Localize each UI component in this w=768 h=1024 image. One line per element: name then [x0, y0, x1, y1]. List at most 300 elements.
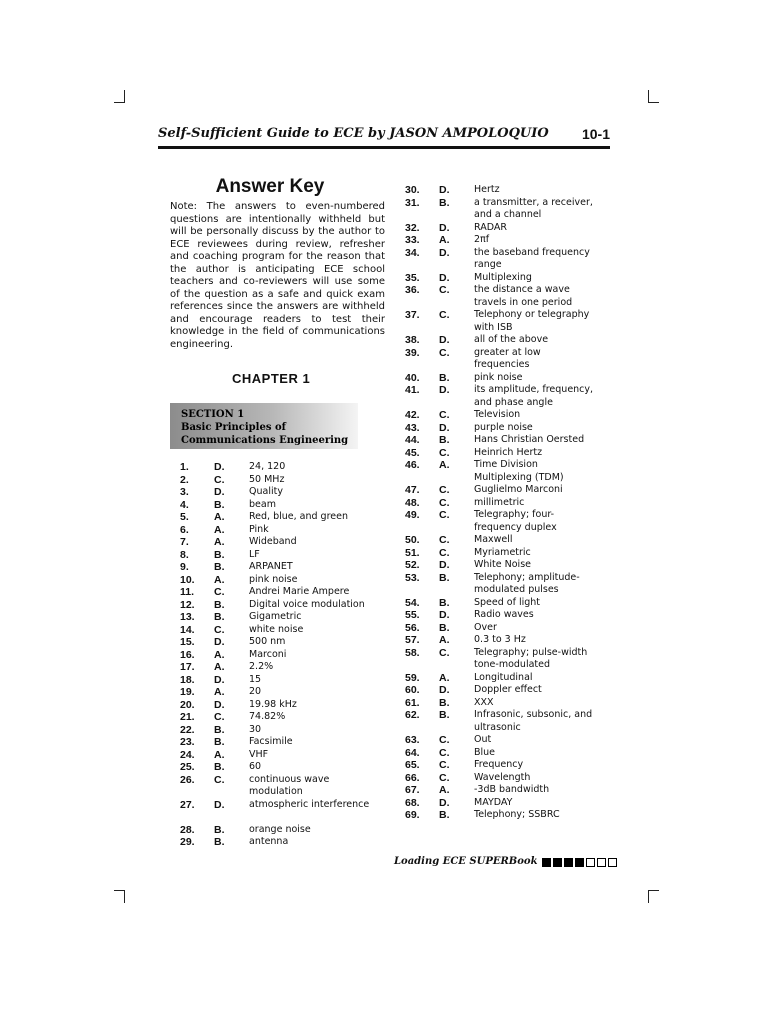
answer-item — [180, 749, 380, 762]
answer-item — [180, 711, 380, 724]
answer-letter: B. — [439, 371, 450, 384]
answer-number: 51. — [405, 546, 420, 559]
answer-letter: A. — [439, 459, 450, 471]
answer-item — [405, 697, 610, 710]
answer-letter: A. — [214, 648, 225, 661]
answer-text: Speed of light — [474, 596, 541, 608]
answer-item — [405, 197, 610, 222]
answer-number: 54. — [405, 596, 420, 609]
answer-number: 13. — [180, 611, 195, 623]
answer-letter: B. — [214, 761, 225, 773]
progress-box-empty — [586, 858, 595, 867]
answer-text: 24, 120 — [249, 461, 286, 472]
answer-letter: A. — [439, 784, 450, 796]
progress-box-filled — [575, 858, 584, 867]
answer-letter: D. — [214, 461, 225, 473]
answer-number: 32. — [405, 221, 420, 234]
answer-letter: B. — [214, 723, 225, 736]
answer-text: XXX — [474, 696, 494, 708]
answer-text: Andrei Marie Ampere — [249, 586, 350, 597]
answer-number: 65. — [405, 759, 420, 771]
answer-number: 35. — [405, 271, 420, 284]
answer-number: 60. — [405, 684, 420, 696]
answer-item — [180, 511, 380, 524]
answer-text: pink noise — [474, 371, 523, 383]
answer-number: 31. — [405, 196, 420, 209]
answer-item — [180, 486, 380, 499]
answer-text: 30 — [249, 723, 262, 735]
crop-mark-bottom-right — [648, 890, 659, 903]
answer-item — [405, 384, 610, 409]
answer-item — [180, 724, 380, 737]
answer-number: 8. — [180, 548, 189, 561]
answer-letter: C. — [439, 446, 450, 459]
answer-text: Doppler effect — [474, 684, 542, 695]
answer-letter: B. — [439, 621, 450, 634]
answer-text: 2πf — [474, 234, 490, 245]
answer-text: millimetric — [474, 496, 525, 508]
answer-item — [405, 222, 610, 235]
answer-text: Facsimile — [249, 736, 293, 747]
answer-letter: D. — [439, 609, 450, 621]
answer-item — [180, 699, 380, 712]
answer-item — [405, 684, 610, 697]
answer-item — [180, 649, 380, 662]
answer-letter: A. — [214, 523, 225, 536]
answer-letter: D. — [439, 796, 450, 809]
answer-letter: C. — [439, 484, 450, 496]
answer-list-right — [405, 184, 610, 822]
answer-number: 33. — [405, 234, 420, 246]
answer-text: the baseband frequency range — [474, 246, 590, 270]
answer-item — [405, 334, 610, 347]
crop-mark-bottom-left — [114, 890, 125, 903]
answer-key-intro — [170, 176, 385, 351]
answer-text: Marconi — [249, 648, 287, 660]
answer-number: 62. — [405, 709, 420, 721]
answer-text: Telegraphy; four-frequency duplex — [474, 509, 557, 533]
answer-number: 7. — [180, 536, 189, 548]
answer-number: 53. — [405, 571, 420, 584]
answer-text: Telephony; amplitude-modulated pulses — [474, 571, 580, 595]
progress-indicator — [542, 858, 619, 877]
answer-number: 67. — [405, 784, 420, 796]
answer-text: Guglielmo Marconi — [474, 484, 563, 495]
answer-letter: C. — [439, 546, 450, 559]
answer-text: Frequency — [474, 759, 524, 770]
answer-text: Quality — [249, 486, 283, 497]
answer-item — [180, 836, 380, 849]
answer-item — [180, 549, 380, 562]
answer-number: 66. — [405, 771, 420, 784]
answer-letter: B. — [439, 196, 450, 209]
answer-number: 26. — [180, 773, 195, 786]
answer-text: orange noise — [249, 823, 311, 835]
answer-item — [405, 247, 610, 272]
answer-text: Maxwell — [474, 534, 513, 545]
answer-letter: C. — [214, 473, 225, 486]
answer-letter: B. — [439, 809, 450, 821]
answer-item — [405, 497, 610, 510]
book-title: Self-Sufficient Guide to ECE by JASON AMPOLOQUIO — [158, 126, 549, 141]
answer-number: 24. — [180, 748, 195, 761]
answer-number: 58. — [405, 646, 420, 659]
answer-number: 15. — [180, 636, 195, 648]
answer-text: 20 — [249, 686, 262, 697]
answer-number: 3. — [180, 486, 189, 498]
answer-text: purple noise — [474, 421, 533, 433]
answer-text: Digital voice modulation — [249, 598, 365, 610]
answer-letter: B. — [214, 548, 225, 561]
answer-number: 45. — [405, 446, 420, 459]
answer-text: Longitudinal — [474, 671, 533, 683]
answer-item — [180, 636, 380, 649]
answer-text: Pink — [249, 523, 269, 535]
answer-item — [405, 284, 610, 309]
answer-number: 21. — [180, 711, 195, 723]
answer-text: VHF — [249, 748, 269, 760]
answer-item — [405, 422, 610, 435]
answer-item — [405, 634, 610, 647]
answer-item — [180, 661, 380, 674]
answer-letter: D. — [439, 184, 450, 196]
answer-text: 2.2% — [249, 661, 274, 672]
answer-text: all of the above — [474, 334, 549, 345]
answer-letter: A. — [214, 661, 225, 673]
answer-letter: C. — [439, 496, 450, 509]
answer-letter: C. — [214, 773, 225, 786]
answer-letter: D. — [214, 636, 225, 648]
answer-number: 63. — [405, 734, 420, 746]
answer-number: 55. — [405, 609, 420, 621]
answer-item — [180, 799, 380, 824]
answer-text: Hans Christian Oersted — [474, 434, 585, 445]
answer-number: 48. — [405, 496, 420, 509]
answer-letter: B. — [214, 561, 225, 573]
answer-text: Radio waves — [474, 609, 534, 620]
answer-item — [405, 572, 610, 597]
answer-number: 28. — [180, 823, 195, 836]
answer-number: 36. — [405, 284, 420, 296]
answer-letter: C. — [214, 623, 225, 636]
answer-item — [405, 347, 610, 372]
answer-text: beam — [249, 498, 276, 510]
answer-letter: C. — [439, 646, 450, 659]
answer-letter: B. — [439, 696, 450, 709]
answer-item — [405, 534, 610, 547]
answer-text: 15 — [249, 673, 262, 685]
answer-text: Time Division Multiplexing (TDM) — [474, 459, 564, 483]
answer-letter: B. — [214, 611, 225, 623]
answer-text: White Noise — [474, 559, 531, 570]
answer-letter: B. — [439, 434, 450, 446]
answer-text: 50 MHz — [249, 473, 285, 485]
answer-item — [180, 624, 380, 637]
answer-item — [405, 734, 610, 747]
answer-number: 6. — [180, 523, 189, 536]
answer-letter: B. — [214, 823, 225, 836]
answer-item — [405, 547, 610, 560]
answer-letter: C. — [439, 346, 450, 359]
answer-item — [405, 459, 610, 484]
answer-number: 37. — [405, 309, 420, 321]
answer-letter: A. — [214, 748, 225, 761]
answer-number: 52. — [405, 559, 420, 571]
answer-letter: C. — [439, 771, 450, 784]
answer-letter: A. — [439, 671, 450, 684]
answer-number: 22. — [180, 723, 195, 736]
answer-number: 9. — [180, 561, 189, 573]
footer-text: Loading ECE SUPERBook — [394, 856, 538, 867]
answer-number: 69. — [405, 809, 420, 821]
answer-item — [405, 809, 610, 822]
answer-text: white noise — [249, 623, 304, 635]
answer-letter: C. — [439, 534, 450, 546]
answer-number: 41. — [405, 384, 420, 396]
answer-number: 10. — [180, 573, 195, 586]
answer-item — [180, 736, 380, 749]
crop-mark-top-right — [648, 90, 659, 103]
answer-text: Wavelength — [474, 771, 531, 783]
answer-number: 27. — [180, 798, 195, 811]
answer-letter: A. — [214, 511, 225, 523]
answer-number: 57. — [405, 634, 420, 646]
answer-item — [180, 561, 380, 574]
progress-box-filled — [542, 858, 551, 867]
answer-text: greater at low frequencies — [474, 346, 541, 370]
answer-letter: D. — [439, 271, 450, 284]
answer-text: Multiplexing — [474, 271, 532, 283]
answer-item — [180, 499, 380, 512]
answer-list-left — [180, 461, 380, 849]
answer-item — [405, 784, 610, 797]
answer-letter: B. — [439, 709, 450, 721]
answer-letter: D. — [214, 698, 225, 711]
answer-text: Over — [474, 621, 497, 633]
answer-text: Telephony; SSBRC — [474, 809, 560, 820]
answer-number: 5. — [180, 511, 189, 523]
answer-number: 23. — [180, 736, 195, 748]
answer-number: 12. — [180, 598, 195, 611]
section-name-line1: Basic Principles of — [181, 422, 286, 433]
answer-number: 2. — [180, 473, 189, 486]
answer-text: its amplitude, frequency, and phase angle — [474, 384, 594, 408]
answer-item — [405, 484, 610, 497]
answer-text: 74.82% — [249, 711, 286, 722]
answer-letter: B. — [214, 498, 225, 511]
answer-item — [180, 674, 380, 687]
answer-item — [405, 597, 610, 610]
answer-number: 20. — [180, 698, 195, 711]
answer-text: the distance a wave travels in one period — [474, 284, 573, 308]
answer-letter: C. — [439, 309, 450, 321]
answer-item — [405, 647, 610, 672]
section-name-line2: Communications Engineering — [181, 435, 349, 446]
answer-item — [180, 461, 380, 474]
answer-number: 18. — [180, 673, 195, 686]
answer-text: continuous wave modulation — [249, 773, 330, 797]
answer-letter: D. — [439, 559, 450, 571]
answer-item — [405, 184, 610, 197]
section-label: SECTION 1 — [181, 409, 245, 420]
answer-text: atmospheric interference — [249, 798, 370, 810]
answer-text: Telegraphy; pulse-width tone-modulated — [474, 646, 588, 670]
answer-number: 16. — [180, 648, 195, 661]
answer-text: a transmitter, a receiver, and a channel — [474, 196, 593, 220]
answer-item — [405, 709, 610, 734]
answer-text: Infrasonic, subsonic, and ultrasonic — [474, 709, 593, 733]
answer-item — [180, 536, 380, 549]
answer-text: Hertz — [474, 184, 500, 195]
answer-number: 39. — [405, 346, 420, 359]
answer-text: Television — [474, 409, 521, 420]
answer-number: 43. — [405, 421, 420, 434]
answer-number: 46. — [405, 459, 420, 471]
section-title — [181, 408, 348, 447]
page-footer — [394, 856, 620, 872]
answer-letter: A. — [214, 686, 225, 698]
answer-item — [405, 759, 610, 772]
answer-number: 11. — [180, 586, 195, 598]
answer-number: 49. — [405, 509, 420, 521]
answer-text: RADAR — [474, 221, 507, 233]
answer-number: 34. — [405, 246, 420, 259]
answer-letter: D. — [214, 486, 225, 498]
answer-letter: D. — [439, 221, 450, 234]
chapter-heading: CHAPTER 1 — [232, 371, 311, 386]
answer-letter: A. — [214, 536, 225, 548]
answer-text: 60 — [249, 761, 262, 772]
answer-text: LF — [249, 548, 260, 560]
answer-number: 40. — [405, 371, 420, 384]
answer-item — [180, 524, 380, 537]
answer-text: Telephony or telegraphy with ISB — [474, 309, 590, 333]
answer-item — [405, 309, 610, 334]
answer-item — [180, 474, 380, 487]
answer-text: antenna — [249, 836, 289, 847]
answer-number: 25. — [180, 761, 195, 773]
answer-number: 61. — [405, 696, 420, 709]
answer-number: 1. — [180, 461, 189, 473]
answer-item — [405, 797, 610, 810]
answer-letter: C. — [439, 746, 450, 759]
answer-letter: B. — [214, 736, 225, 748]
answer-letter: A. — [439, 234, 450, 246]
answer-text: Wideband — [249, 536, 297, 547]
answer-item — [180, 761, 380, 774]
answer-item — [405, 609, 610, 622]
answer-letter: C. — [439, 409, 450, 421]
answer-key-note: Note: The answers to even-numbered questions are intentionally withheld but will be personally discuss by the author to ECE reviewees during review, refresher and coaching program for the reason that the author is anticipating ECE school teachers and co-reviewers will use some of the question as a safe and quick exam references since the answers are withheld and encourage readers to test their knowledge in the field of communications engineering. — [170, 201, 385, 350]
answer-item — [180, 774, 380, 799]
answer-number: 38. — [405, 334, 420, 346]
answer-letter: D. — [214, 798, 225, 811]
answer-number: 17. — [180, 661, 195, 673]
answer-letter: C. — [439, 509, 450, 521]
answer-number: 19. — [180, 686, 195, 698]
answer-item — [405, 622, 610, 635]
answer-item — [405, 372, 610, 385]
answer-text: 500 nm — [249, 636, 286, 647]
progress-box-empty — [597, 858, 606, 867]
answer-item — [405, 747, 610, 760]
answer-item — [405, 772, 610, 785]
answer-letter: D. — [214, 673, 225, 686]
progress-box-filled — [564, 858, 573, 867]
section-banner — [170, 403, 358, 449]
answer-item — [180, 599, 380, 612]
answer-letter: B. — [439, 596, 450, 609]
answer-number: 29. — [180, 836, 195, 848]
answer-number: 59. — [405, 671, 420, 684]
answer-item — [405, 272, 610, 285]
answer-letter: B. — [214, 836, 225, 848]
answer-text: MAYDAY — [474, 796, 513, 808]
answer-letter: C. — [439, 759, 450, 771]
progress-box-empty — [608, 858, 617, 867]
answer-text: ARPANET — [249, 561, 293, 572]
answer-item — [405, 447, 610, 460]
answer-number: 14. — [180, 623, 195, 636]
answer-letter: C. — [439, 734, 450, 746]
answer-item — [405, 672, 610, 685]
answer-text: 19.98 kHz — [249, 698, 297, 710]
answer-number: 50. — [405, 534, 420, 546]
answer-item — [405, 409, 610, 422]
answer-number: 44. — [405, 434, 420, 446]
answer-number: 47. — [405, 484, 420, 496]
answer-item — [180, 611, 380, 624]
answer-text: Blue — [474, 746, 496, 758]
answer-item — [405, 509, 610, 534]
answer-letter: C. — [439, 284, 450, 296]
answer-key-title: Answer Key — [215, 176, 325, 197]
answer-letter: A. — [439, 634, 450, 646]
answer-letter: D. — [439, 246, 450, 259]
answer-letter: D. — [439, 334, 450, 346]
answer-number: 64. — [405, 746, 420, 759]
answer-number: 68. — [405, 796, 420, 809]
answer-letter: A. — [214, 573, 225, 586]
page-header — [158, 126, 610, 148]
answer-item — [180, 686, 380, 699]
answer-text: 0.3 to 3 Hz — [474, 634, 526, 645]
crop-mark-top-left — [114, 90, 125, 103]
progress-box-filled — [553, 858, 562, 867]
answer-number: 4. — [180, 498, 189, 511]
answer-item — [405, 234, 610, 247]
answer-text: pink noise — [249, 573, 298, 585]
answer-text: Out — [474, 734, 492, 745]
answer-text: Heinrich Hertz — [474, 446, 543, 458]
answer-text: Gigametric — [249, 611, 302, 622]
answer-text: Myriametric — [474, 546, 531, 558]
page-number: 10-1 — [581, 126, 610, 142]
answer-letter: C. — [214, 711, 225, 723]
answer-text: -3dB bandwidth — [474, 784, 550, 795]
answer-text: Red, blue, and green — [249, 511, 348, 522]
answer-letter: D. — [439, 421, 450, 434]
answer-number: 56. — [405, 621, 420, 634]
answer-letter: B. — [214, 598, 225, 611]
answer-letter: D. — [439, 384, 450, 396]
answer-item — [405, 559, 610, 572]
answer-letter: B. — [439, 571, 450, 584]
header-rule — [158, 146, 610, 149]
answer-number: 30. — [405, 184, 420, 196]
answer-item — [180, 586, 380, 599]
answer-item — [180, 574, 380, 587]
